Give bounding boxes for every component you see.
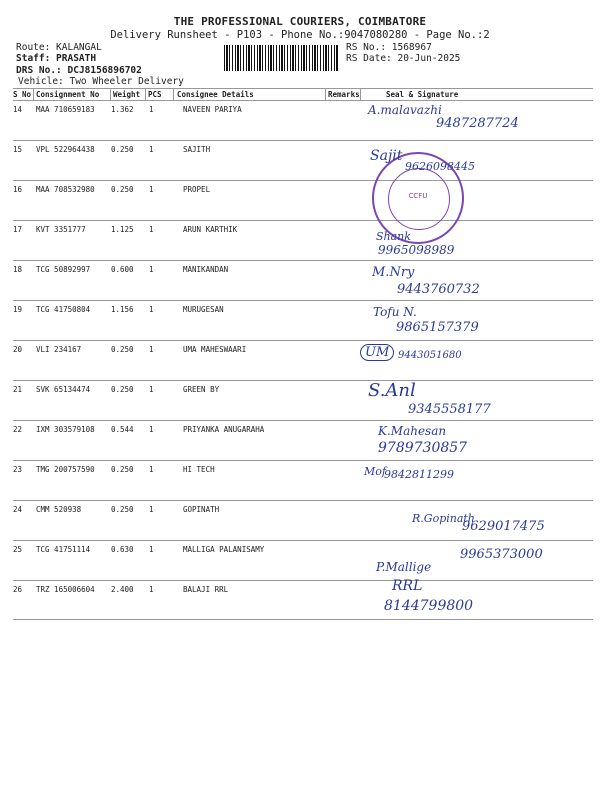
sno: 26 bbox=[13, 585, 23, 594]
consignee: NAVEEN PARIYA bbox=[183, 105, 242, 114]
signature-phone: 9865157379 bbox=[396, 320, 479, 335]
signature-phone: 9443760732 bbox=[397, 282, 480, 297]
weight: 0.250 bbox=[111, 505, 134, 514]
consignment-no: KVT 3351777 bbox=[36, 225, 86, 234]
seal-text: CCFU bbox=[408, 192, 428, 200]
weight: 0.600 bbox=[111, 265, 134, 274]
sno: 21 bbox=[13, 385, 23, 394]
weight: 0.250 bbox=[111, 345, 134, 354]
vehicle: Vehicle: Two Wheeler Delivery bbox=[18, 76, 184, 87]
signature-phone: 8144799800 bbox=[384, 598, 474, 614]
pcs: 1 bbox=[149, 345, 154, 354]
signature: R.Gopinath bbox=[412, 512, 475, 525]
drs-value: DCJ8156896702 bbox=[67, 65, 142, 76]
sno: 23 bbox=[13, 465, 23, 474]
pcs: 1 bbox=[149, 105, 154, 114]
pcs: 1 bbox=[149, 225, 154, 234]
consignment-no: MAA 708532980 bbox=[36, 185, 95, 194]
document-title: THE PROFESSIONAL COURIERS, COIMBATORE bbox=[173, 15, 427, 28]
signature: RRL bbox=[392, 578, 423, 594]
header-consignee: Consignee Details bbox=[177, 90, 254, 99]
consignee: UMA MAHESWAARI bbox=[183, 345, 247, 354]
drs-number bbox=[16, 65, 142, 76]
weight: 0.250 bbox=[111, 385, 134, 394]
signature: S.Anl bbox=[368, 380, 416, 401]
sno: 14 bbox=[13, 105, 23, 114]
consignment-no: TRZ 165006604 bbox=[36, 585, 95, 594]
sno: 16 bbox=[13, 185, 23, 194]
consignment-no: TCG 41751114 bbox=[36, 545, 91, 554]
weight: 0.630 bbox=[111, 545, 134, 554]
column-divider bbox=[360, 88, 361, 100]
column-divider bbox=[325, 88, 326, 100]
signature-phone: 9965373000 bbox=[460, 547, 543, 562]
consignee: GOPINATH bbox=[183, 505, 220, 514]
barcode bbox=[224, 45, 338, 71]
consignment-no: IXM 303579108 bbox=[36, 425, 95, 434]
signature: Tofu N. bbox=[373, 305, 417, 319]
table-row bbox=[13, 220, 593, 260]
pcs: 1 bbox=[149, 185, 154, 194]
table-row bbox=[13, 260, 593, 300]
signature-phone: 9443051680 bbox=[398, 350, 462, 361]
sno: 24 bbox=[13, 505, 23, 514]
header-signature: Seal & Signature bbox=[386, 90, 459, 99]
consignee: MURUGESAN bbox=[183, 305, 224, 314]
consignment-no: CMM 520938 bbox=[36, 505, 82, 514]
consignee: PROPEL bbox=[183, 185, 211, 194]
consignee: GREEN BY bbox=[183, 385, 220, 394]
pcs: 1 bbox=[149, 505, 154, 514]
table-row bbox=[13, 580, 593, 620]
consignee: PRIYANKA ANUGARAHA bbox=[183, 425, 265, 434]
weight: 1.156 bbox=[111, 305, 134, 314]
sno: 18 bbox=[13, 265, 23, 274]
consignment-no: VLI 234167 bbox=[36, 345, 82, 354]
table-row bbox=[13, 460, 593, 500]
table-row bbox=[13, 180, 593, 220]
signature: Mof bbox=[364, 465, 386, 478]
signature-phone: 9965098989 bbox=[378, 243, 455, 257]
signature: M.Nry bbox=[372, 265, 415, 280]
signature-phone: 9626098445 bbox=[405, 160, 475, 173]
pcs: 1 bbox=[149, 385, 154, 394]
consignment-no: TCG 50892997 bbox=[36, 265, 91, 274]
sno: 17 bbox=[13, 225, 23, 234]
drs-label: DRS No.: bbox=[16, 65, 62, 76]
signature: UM bbox=[360, 344, 394, 361]
header-pcs: PCS bbox=[148, 90, 162, 99]
sno: 20 bbox=[13, 345, 23, 354]
pcs: 1 bbox=[149, 465, 154, 474]
document-subtitle: Delivery Runsheet - P103 - Phone No.:9047080280 - Page No.:2 bbox=[110, 29, 490, 41]
pcs: 1 bbox=[149, 145, 154, 154]
column-divider bbox=[33, 88, 34, 100]
table-row bbox=[13, 300, 593, 340]
pcs: 1 bbox=[149, 425, 154, 434]
sno: 25 bbox=[13, 545, 23, 554]
consignee: SAJITH bbox=[183, 145, 211, 154]
signature-phone: 9487287724 bbox=[436, 116, 519, 131]
pcs: 1 bbox=[149, 545, 154, 554]
pcs: 1 bbox=[149, 585, 154, 594]
sno: 22 bbox=[13, 425, 23, 434]
sno: 15 bbox=[13, 145, 23, 154]
header-sno: S No bbox=[13, 90, 32, 99]
weight: 1.362 bbox=[111, 105, 134, 114]
signature: K.Mahesan bbox=[378, 424, 447, 438]
signature: P.Mallige bbox=[376, 560, 432, 574]
consignment-no: TCG 41750804 bbox=[36, 305, 91, 314]
weight: 0.544 bbox=[111, 425, 134, 434]
weight: 0.250 bbox=[111, 465, 134, 474]
route: Route: KALANGAL bbox=[16, 42, 102, 53]
column-divider bbox=[145, 88, 146, 100]
signature-phone: 9842811299 bbox=[384, 468, 454, 481]
rs-date: RS Date: 20-Jun-2025 bbox=[346, 53, 461, 64]
rs-number: RS No.: 1568967 bbox=[346, 42, 432, 53]
signature: Sajit bbox=[370, 148, 403, 164]
table-row bbox=[13, 420, 593, 460]
signature: A.malavazhi bbox=[368, 103, 442, 117]
column-divider bbox=[110, 88, 111, 100]
consignment-no: VPL 522964438 bbox=[36, 145, 95, 154]
table-row bbox=[13, 140, 593, 180]
consignment-no: MAA 710659183 bbox=[36, 105, 95, 114]
consignee: BALAJI RRL bbox=[183, 585, 229, 594]
signature-phone: 9345558177 bbox=[408, 402, 491, 417]
staff: Staff: PRASATH bbox=[16, 53, 97, 64]
weight: 0.250 bbox=[111, 185, 134, 194]
consignee: ARUN KARTHIK bbox=[183, 225, 238, 234]
weight: 2.400 bbox=[111, 585, 134, 594]
sno: 19 bbox=[13, 305, 23, 314]
table-row bbox=[13, 380, 593, 420]
signature: Shank bbox=[376, 230, 411, 243]
consignee: MALLIGA PALANISAMY bbox=[183, 545, 265, 554]
consignee: MANIKANDAN bbox=[183, 265, 229, 274]
weight: 0.250 bbox=[111, 145, 134, 154]
consignment-no: SVK 65134474 bbox=[36, 385, 91, 394]
header-remarks: Remarks bbox=[328, 90, 360, 99]
table-top-line bbox=[13, 88, 593, 89]
pcs: 1 bbox=[149, 265, 154, 274]
column-divider bbox=[173, 88, 174, 100]
signature-phone: 9789730857 bbox=[378, 440, 468, 456]
weight: 1.125 bbox=[111, 225, 134, 234]
consignment-no: TMG 200757590 bbox=[36, 465, 95, 474]
header-consignment: Consignment No bbox=[36, 90, 100, 99]
signature-phone: 9629017475 bbox=[462, 519, 545, 534]
header-weight: Weight bbox=[113, 90, 141, 99]
consignee: HI TECH bbox=[183, 465, 215, 474]
pcs: 1 bbox=[149, 305, 154, 314]
table-bottom-line bbox=[13, 619, 593, 620]
table-row bbox=[13, 340, 593, 380]
